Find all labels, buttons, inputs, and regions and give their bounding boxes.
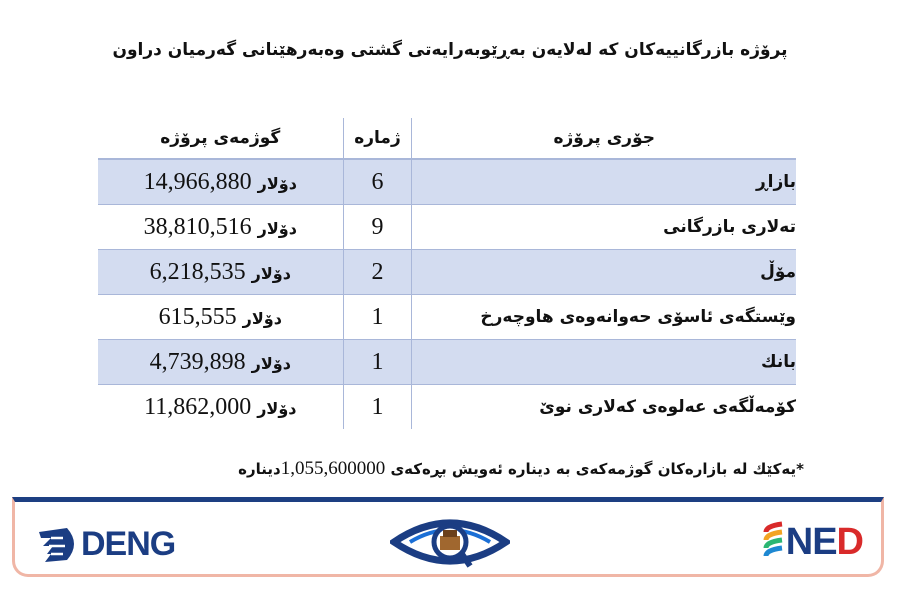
currency-label: دۆلار [257, 218, 297, 238]
cost-cell [98, 159, 343, 205]
table-row [98, 250, 796, 295]
cost-value: 4,739,898 [149, 348, 246, 375]
cost-value: 38,810,516 [143, 213, 252, 240]
table-row [98, 159, 796, 205]
type-cell: تەلاری بازرگانی [412, 205, 796, 250]
type-cell: بازاڕ [412, 159, 796, 205]
type-cell: وێستگەی ئاسۆی حەوانەوەی هاوچەرخ [412, 295, 796, 340]
type-cell: بانك [412, 340, 796, 385]
footnote-star: * [796, 460, 804, 478]
footnote-amount: 1,055,600000 [280, 458, 386, 479]
count-cell: 2 [343, 250, 412, 295]
count-cell: 1 [343, 295, 412, 340]
footnote-text-after: دینارە [238, 460, 281, 478]
ned-logo-end: D [836, 520, 863, 563]
eye-logo-icon [390, 512, 510, 572]
footnote [238, 458, 804, 480]
cost-value: 6,218,535 [149, 258, 246, 285]
page-title: پرۆژە بازرگانییەکان کە لەلایەن بەڕێوبەرایەتی گشتی وەبەرهێنانی گەرمیان دراون [112, 40, 788, 60]
ned-logo-main: NE [785, 520, 837, 563]
cost-cell [98, 340, 343, 385]
ned-logo [762, 520, 863, 564]
type-cell: مۆڵ [412, 250, 796, 295]
currency-label: دۆلار [257, 173, 297, 193]
footer-banner [12, 497, 884, 577]
header-cost: گوژمەی پرۆژە [98, 118, 343, 159]
currency-label: دۆلار [251, 263, 291, 283]
deng-mark-icon [37, 524, 81, 564]
deng-logo-text: DENG [81, 524, 176, 563]
type-cell: کۆمەڵگەی عەلوەی کەلاری نوێ [539, 397, 796, 417]
cost-cell [98, 205, 343, 250]
header-type: جۆری پرۆژە [412, 118, 796, 159]
deng-logo [37, 524, 175, 564]
count-cell: 9 [343, 205, 412, 250]
table-row [98, 205, 796, 250]
cost-value: 11,862,000 [144, 393, 252, 420]
currency-label: دۆلار [251, 353, 291, 373]
cost-cell [98, 385, 343, 430]
cost-value: 14,966,880 [143, 168, 252, 195]
count-cell: 1 [343, 385, 412, 430]
footnote-text-before: یەکێك لە بازارەکان گوژمەکەی بە دینارە ئەویش بڕەکەی [390, 460, 797, 478]
projects-table [98, 118, 796, 429]
currency-label: دۆلار [257, 398, 297, 418]
ned-stripes-icon [762, 520, 786, 564]
cost-cell [98, 250, 343, 295]
count-cell: 6 [343, 159, 412, 205]
ned-logo-text [786, 521, 863, 564]
table-row [98, 340, 796, 385]
currency-label: دۆلار [242, 308, 282, 328]
count-cell: 1 [343, 340, 412, 385]
table-row [98, 385, 796, 430]
table-row [98, 295, 796, 340]
table-header-row [98, 118, 796, 159]
cost-cell [98, 295, 343, 340]
cost-value: 615,555 [158, 303, 237, 330]
header-count: ژمارە [343, 118, 412, 159]
